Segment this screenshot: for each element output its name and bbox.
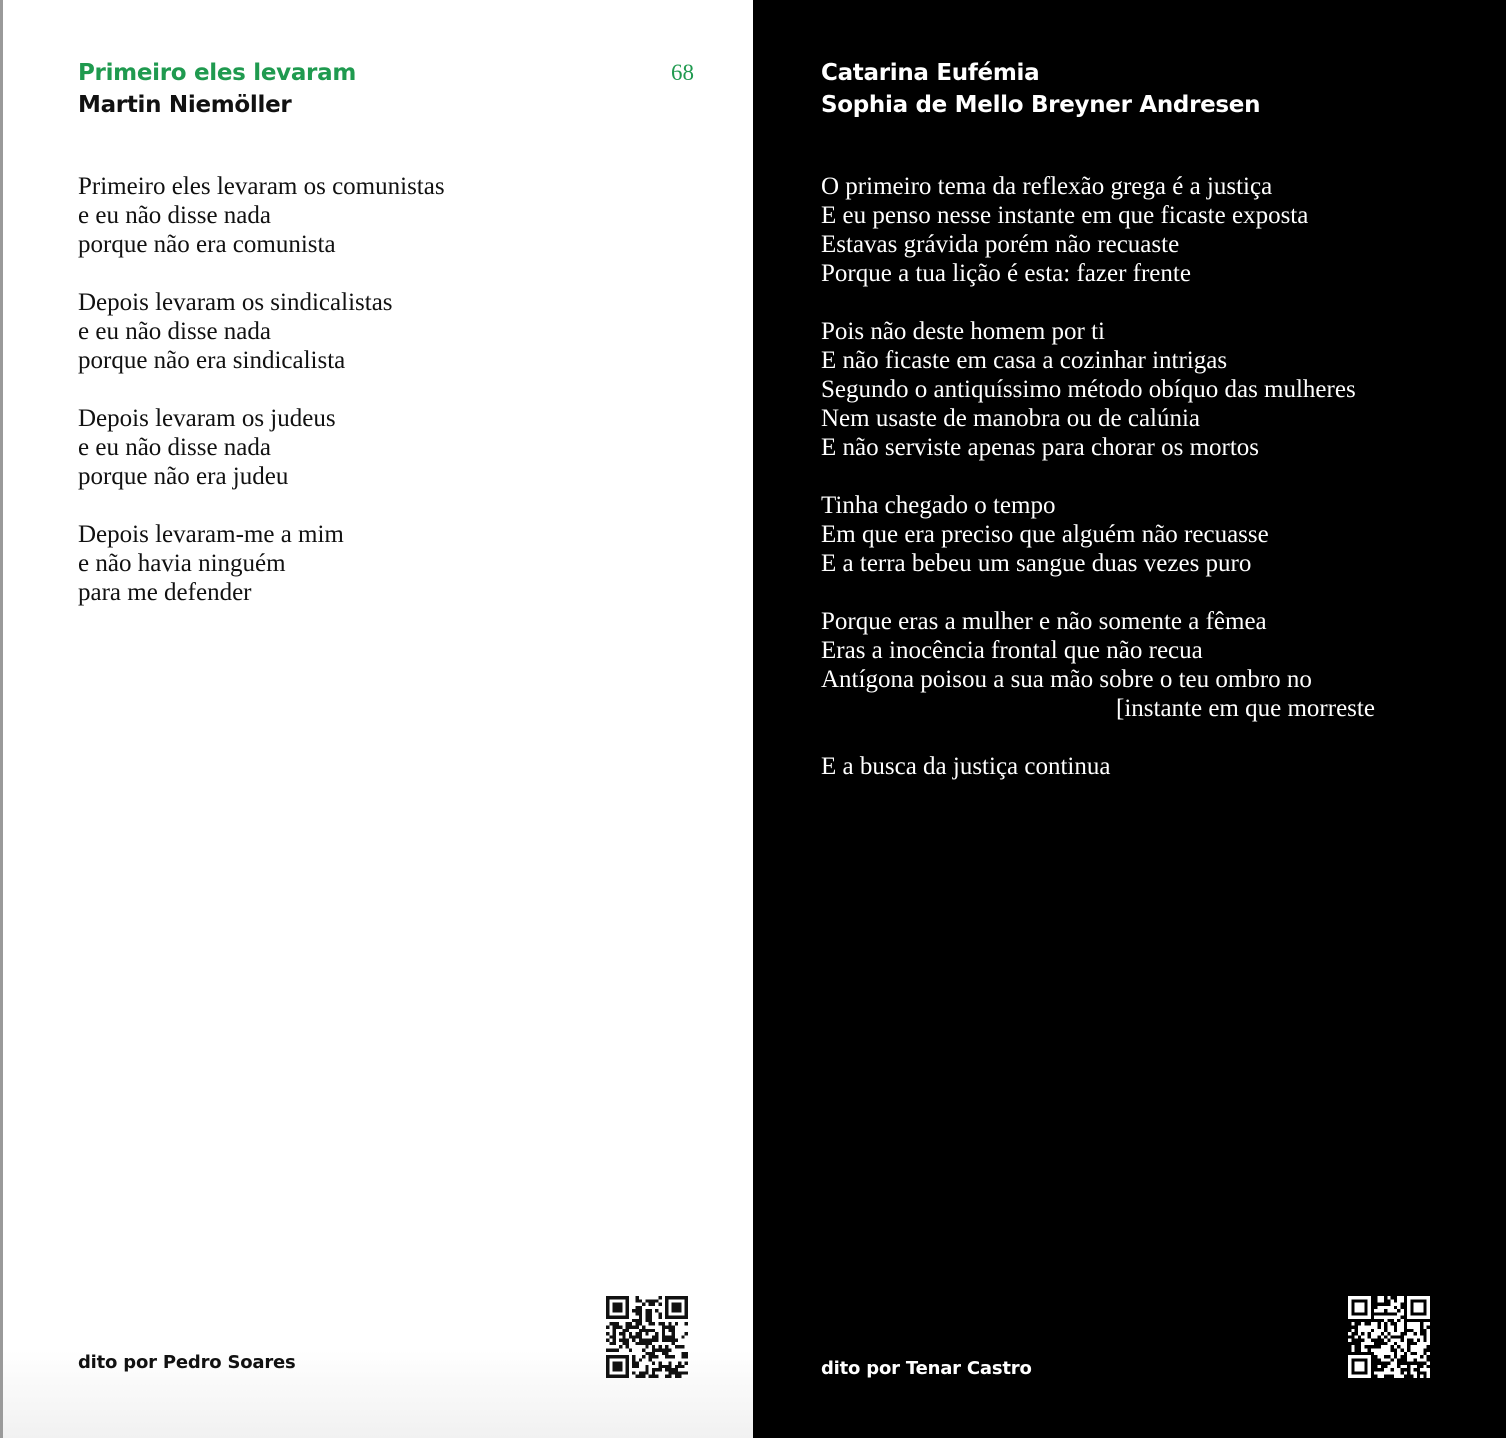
poem-line: para me defender — [78, 579, 252, 606]
stanza — [821, 172, 1375, 288]
poem-author: Sophia de Mello Breyner Andresen — [821, 92, 1261, 118]
poem-body — [821, 172, 1375, 810]
poem-line: porque não era judeu — [78, 463, 289, 490]
poem-line: Eras a inocência frontal que não recua — [821, 637, 1203, 664]
poem-line: E eu penso nesse instante em que ficaste exposta — [821, 202, 1309, 229]
reader-credit: dito por Pedro Soares — [78, 1352, 296, 1373]
poem-line: E não ficaste em casa a cozinhar intrigas — [821, 347, 1228, 374]
poem-body — [78, 172, 445, 636]
stanza — [78, 288, 445, 375]
page-number: 68 — [671, 60, 694, 85]
poem-title: Catarina Eufémia — [821, 60, 1040, 86]
poem-line: Nem usaste de manobra ou de calúnia — [821, 405, 1201, 432]
poem-line: Porque eras a mulher e não somente a fêmea — [821, 608, 1267, 635]
qr-code-icon[interactable] — [606, 1296, 688, 1378]
page-left-edge — [0, 0, 3, 1438]
poem-line: Depois levaram-me a mim — [78, 521, 344, 548]
left-page — [3, 0, 753, 1438]
reader-credit: dito por Tenar Castro — [821, 1358, 1032, 1379]
poem-line: e eu não disse nada — [78, 434, 271, 461]
poem-line: Depois levaram os judeus — [78, 405, 336, 432]
poem-line: e eu não disse nada — [78, 318, 271, 345]
stanza — [821, 607, 1375, 723]
poem-line: Estavas grávida porém não recuaste — [821, 231, 1180, 258]
poem-line: Porque a tua lição é esta: fazer frente — [821, 260, 1191, 287]
stanza — [821, 752, 1375, 781]
poem-line: O primeiro tema da reflexão grega é a justiça — [821, 173, 1273, 200]
poem-line: e não havia ninguém — [78, 550, 286, 577]
poem-line: E não serviste apenas para chorar os mortos — [821, 434, 1260, 461]
poem-line: porque não era sindicalista — [78, 347, 346, 374]
stanza — [78, 520, 445, 607]
poem-line: Depois levaram os sindicalistas — [78, 289, 393, 316]
poem-line: Antígona poisou a sua mão sobre o teu ombro no — [821, 666, 1312, 693]
poem-line: e eu não disse nada — [78, 202, 271, 229]
poem-line: E a terra bebeu um sangue duas vezes puro — [821, 550, 1252, 577]
poem-line: Em que era preciso que alguém não recuasse — [821, 521, 1269, 548]
stanza — [78, 404, 445, 491]
poem-title: Primeiro eles levaram — [78, 60, 356, 86]
poem-line-continuation: [instante em que morreste — [1116, 695, 1375, 722]
stanza — [78, 172, 445, 259]
poem-line: E a busca da justiça continua — [821, 753, 1111, 780]
poem-line: Tinha chegado o tempo — [821, 492, 1056, 519]
stanza — [821, 317, 1375, 462]
right-page — [753, 0, 1506, 1438]
poem-line: porque não era comunista — [78, 231, 336, 258]
stanza — [821, 491, 1375, 578]
poem-line: Primeiro eles levaram os comunistas — [78, 173, 445, 200]
poem-author: Martin Niemöller — [78, 92, 292, 118]
poem-line: Pois não deste homem por ti — [821, 318, 1105, 345]
qr-code-icon[interactable] — [1348, 1296, 1430, 1378]
poem-line: Segundo o antiquíssimo método obíquo das mulheres — [821, 376, 1356, 403]
